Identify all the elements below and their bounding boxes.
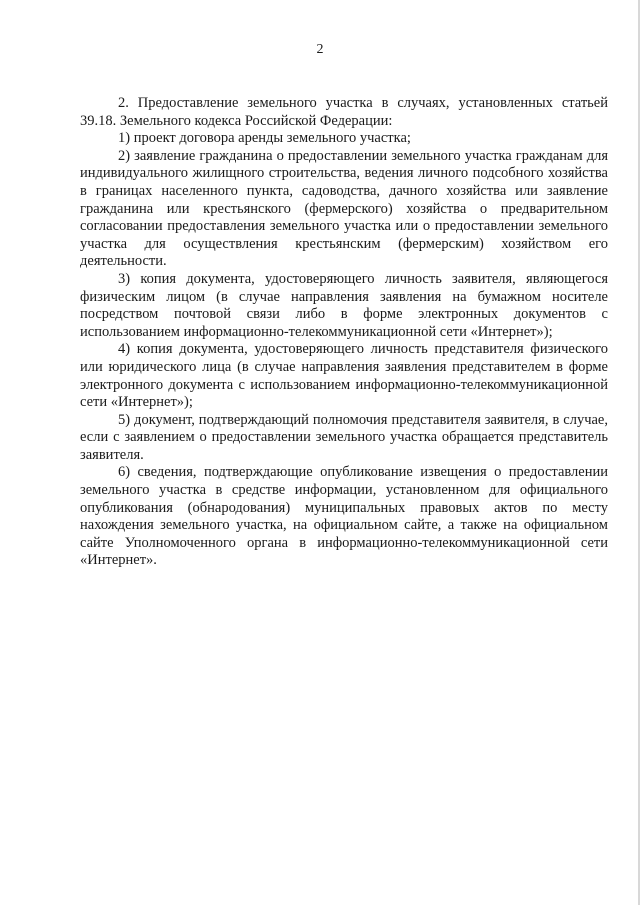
page-number: 2 <box>316 42 324 57</box>
paragraph-subitem-5: 5) документ, подтверждающий полномочия представителя заявителя, в случае, если с заявлением о предоставлении земельного участка обращается представитель заявителя. <box>80 411 608 463</box>
paragraph-subitem-4: 4) копия документа, удостоверяющего личность представителя физического или юридического лица (в случае направления заявления представителем в форме электронного документа с использованием информационно-телекоммуникационной сети «Интернет»); <box>80 341 608 411</box>
paragraph-item-2: 2. Предоставление земельного участка в случаях, установленных статьей 39.18. Земельного кодекса Российской Федерации: <box>80 95 608 129</box>
paragraph-subitem-1: 1) проект договора аренды земельного участка; <box>118 130 411 147</box>
paragraph-subitem-3: 3) копия документа, удостоверяющего личность заявителя, являющегося физическим лицом (в случае направления заявления на бумажном носителе посредством почтовой связи либо в форме электронных документов с использованием информационно-телекоммуникационной сети «Интернет»); <box>80 270 608 340</box>
document-body <box>80 95 608 570</box>
paragraph-subitem-6: 6) сведения, подтверждающие опубликование извещения о предоставлении земельного участка в средстве информации, установленном для официального опубликования (обнародования) муниципальных правовых актов по месту нахождения земельного участка, на официальном сайте, а также на официальном сайте Уполномоченного органа в информационно-телекоммуникационной сети «Интернет». <box>80 464 608 569</box>
paragraph-subitem-2: 2) заявление гражданина о предоставлении земельного участка гражданам для индивидуального жилищного строительства, ведения личного подсобного хозяйства в границах населенного пункта, садоводства, дачного хозяйства или заявление гражданина или крестьянского (фермерского) хозяйства о предварительном согласовании предоставления земельного участка или о предоставлении земельного участка для осуществления крестьянским (фермерским) хозяйством его деятельности. <box>80 147 608 270</box>
